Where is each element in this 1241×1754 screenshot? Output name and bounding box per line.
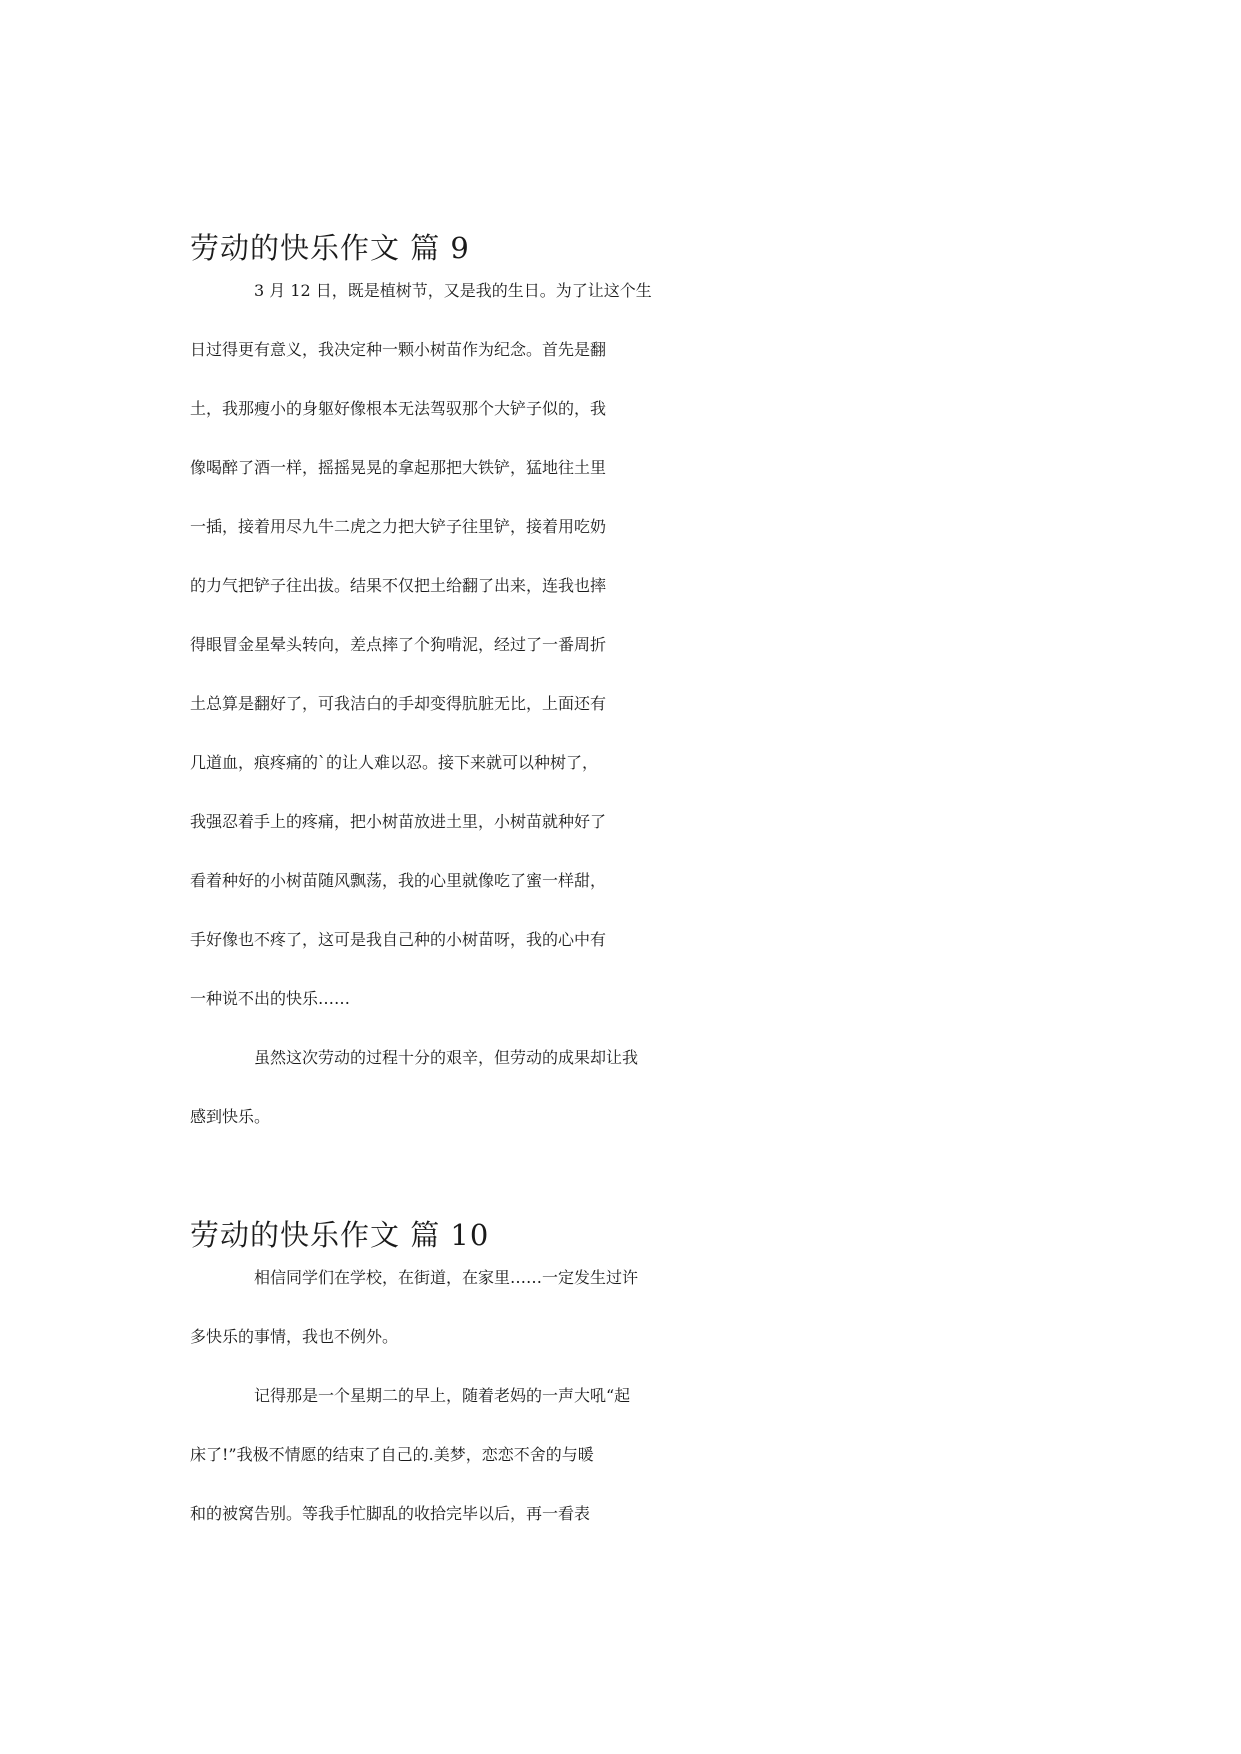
paragraph bbox=[190, 278, 1050, 1045]
text-line: 记得那是一个星期二的早上，随着老妈的一声大吼“起 bbox=[254, 1386, 631, 1405]
text-line: 土，我那瘦小的身躯好像根本无法驾驭那个大铲子似的，我 bbox=[190, 399, 607, 418]
text-line: 一种说不出的快乐…… bbox=[190, 989, 351, 1008]
text-line: 虽然这次劳动的过程十分的艰辛，但劳动的成果却让我 bbox=[254, 1048, 639, 1067]
paragraph bbox=[190, 1265, 1050, 1383]
text-line: 得眼冒金星晕头转向，差点摔了个狗啃泥，经过了一番周折 bbox=[190, 635, 607, 654]
text-line: 几道血，痕疼痛的`的让人难以忍。接下来就可以种树了， bbox=[190, 753, 599, 772]
text-line: 看着种好的小树苗随风飘荡，我的心里就像吃了蜜一样甜， bbox=[190, 871, 607, 890]
text-line: 感到快乐。 bbox=[190, 1107, 271, 1126]
text-line: 日过得更有意义，我决定种一颗小树苗作为纪念。首先是翻 bbox=[190, 340, 607, 359]
text-line: 一插，接着用尽九牛二虎之力把大铲子往里铲，接着用吃奶 bbox=[190, 517, 607, 536]
paragraph bbox=[190, 1383, 1050, 1560]
text-line: 和的被窝告别。等我手忙脚乱的收拾完毕以后，再一看表 bbox=[190, 1504, 591, 1523]
essay-section-9 bbox=[190, 218, 1050, 1163]
text-line: 相信同学们在学校，在街道，在家里……一定发生过许 bbox=[254, 1268, 639, 1287]
text-line: 像喝醉了酒一样，摇摇晃晃的拿起那把大铁铲，猛地往土里 bbox=[190, 458, 607, 477]
text-line: 的力气把铲子往出拔。结果不仅把土给翻了出来，连我也摔 bbox=[190, 576, 607, 595]
text-line: 多快乐的事情，我也不例外。 bbox=[190, 1327, 399, 1346]
paragraph bbox=[190, 1045, 1050, 1163]
text-line: 我强忍着手上的疼痛，把小树苗放进土里，小树苗就种好了 bbox=[190, 812, 607, 831]
text-line: 土总算是翻好了，可我洁白的手却变得肮脏无比，上面还有 bbox=[190, 694, 607, 713]
essay-section-10 bbox=[190, 1205, 1050, 1560]
section-heading: 劳动的快乐作文 篇 10 bbox=[190, 1218, 490, 1252]
text-line: 3 月 12 日，既是植树节，又是我的生日。为了让这个生 bbox=[254, 281, 652, 300]
text-line: 手好像也不疼了，这可是我自己种的小树苗呀，我的心中有 bbox=[190, 930, 607, 949]
section-heading: 劳动的快乐作文 篇 9 bbox=[190, 231, 470, 265]
text-line: 床了!”我极不情愿的结束了自己的.美梦，恋恋不舍的与暖 bbox=[190, 1445, 594, 1464]
